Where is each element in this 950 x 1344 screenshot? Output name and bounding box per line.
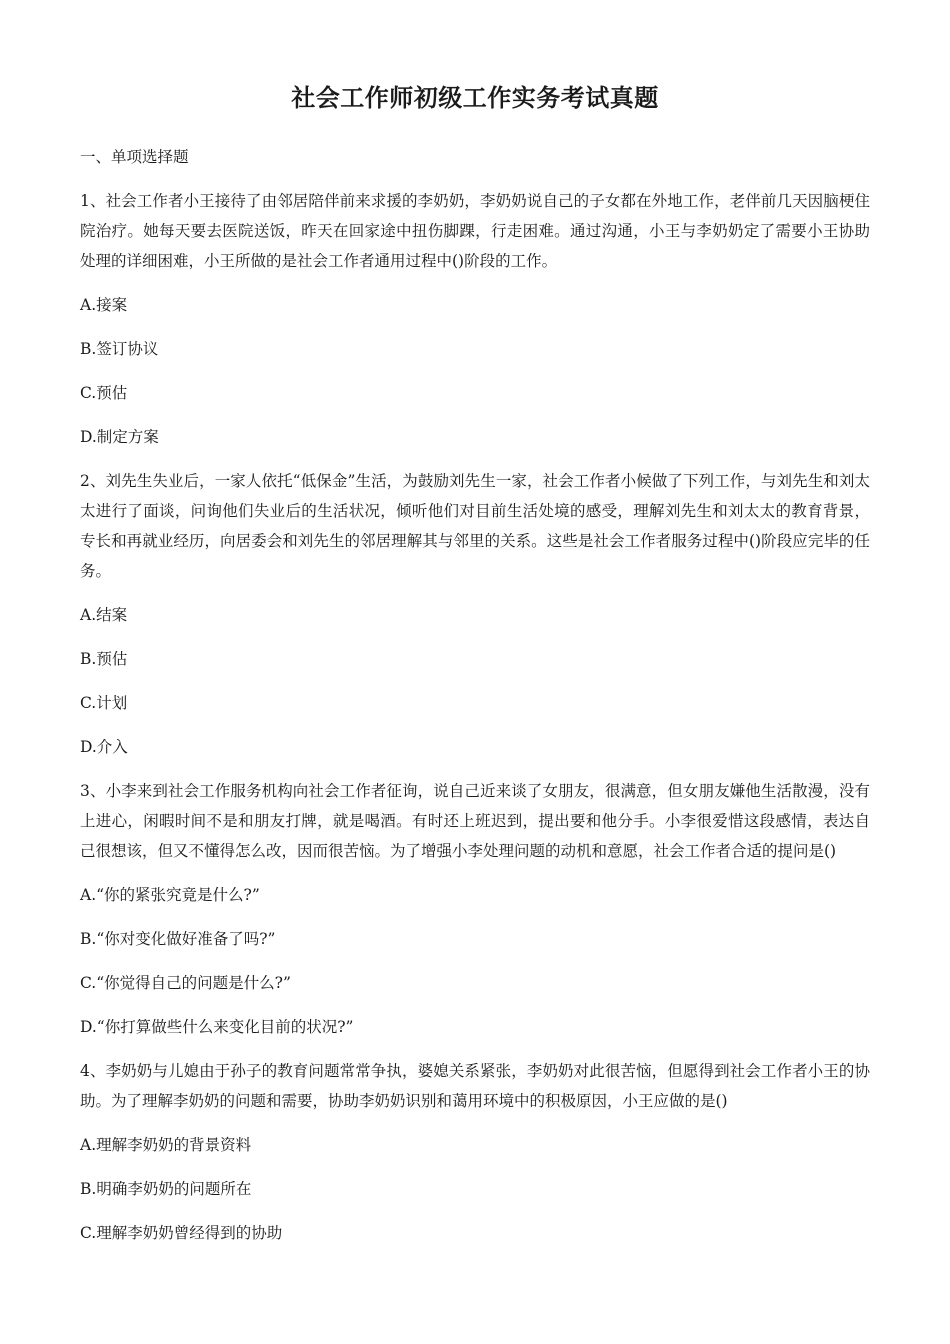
option-a: A.理解李奶奶的背景资料 [80, 1136, 252, 1154]
question-2 [80, 466, 870, 762]
question-4 [80, 1056, 870, 1248]
question-text: 4、李奶奶与儿媳由于孙子的教育问题常常争执，婆媳关系紧张，李奶奶对此很苦恼，但愿得到社会工作者小王的协助。为了理解李奶奶的问题和需要，协助李奶奶识别和蔼用环境中的积极原因，小王应做的是() [80, 1062, 870, 1110]
option-c: C.理解李奶奶曾经得到的协助 [80, 1224, 283, 1242]
option-d: D.介入 [80, 738, 128, 756]
option-a: A.“你的紧张究竟是什么?” [80, 886, 260, 904]
option-b: B.明确李奶奶的问题所在 [80, 1180, 252, 1198]
option-c: C.“你觉得自己的问题是什么?” [80, 974, 291, 992]
option-c: C.预估 [80, 384, 128, 402]
option-a: A.接案 [80, 296, 128, 314]
document-body [80, 142, 870, 1262]
question-text: 2、刘先生失业后，一家人依托“低保金”生活，为鼓励刘先生一家，社会工作者小候做了下列工作，与刘先生和刘太太进行了面谈，问询他们失业后的生活状况，倾听他们对目前生活处境的感受，理解刘先生和刘太太的教育背景，专长和再就业经历，向居委会和刘先生的邻居理解其与邻里的关系。这些是社会工作者服务过程中()阶段应完毕的任务。 [80, 472, 870, 580]
question-3 [80, 776, 870, 1042]
question-text: 1、社会工作者小王接待了由邻居陪伴前来求援的李奶奶，李奶奶说自己的子女都在外地工作，老伴前几天因脑梗住院治疗。她每天要去医院送饭，昨天在回家途中扭伤脚踝，行走困难。通过沟通，小王与李奶奶定了需要小王协助处理的详细困难，小王所做的是社会工作者通用过程中()阶段的工作。 [80, 192, 870, 270]
option-b: B.签订协议 [80, 340, 159, 358]
question-1 [80, 186, 870, 452]
option-b: B.“你对变化做好准备了吗?” [80, 930, 276, 948]
option-d: D.制定方案 [80, 428, 159, 446]
option-b: B.预估 [80, 650, 128, 668]
question-text: 3、小李来到社会工作服务机构向社会工作者征询，说自己近来谈了女朋友，很满意，但女朋友嫌他生活散漫，没有上进心，闲暇时间不是和朋友打牌，就是喝酒。有时还上班迟到，提出要和他分手。小李很爱惜这段感情，表达自己很想该，但又不懂得怎么改，因而很苦恼。为了增强小李处理问题的动机和意愿，社会工作者合适的提问是() [80, 782, 870, 860]
document-title: 社会工作师初级工作实务考试真题 [291, 83, 659, 112]
section-heading: 一、单项选择题 [80, 148, 189, 166]
option-c: C.计划 [80, 694, 128, 712]
option-d: D.“你打算做些什么来变化目前的状况?” [80, 1018, 354, 1036]
option-a: A.结案 [80, 606, 128, 624]
